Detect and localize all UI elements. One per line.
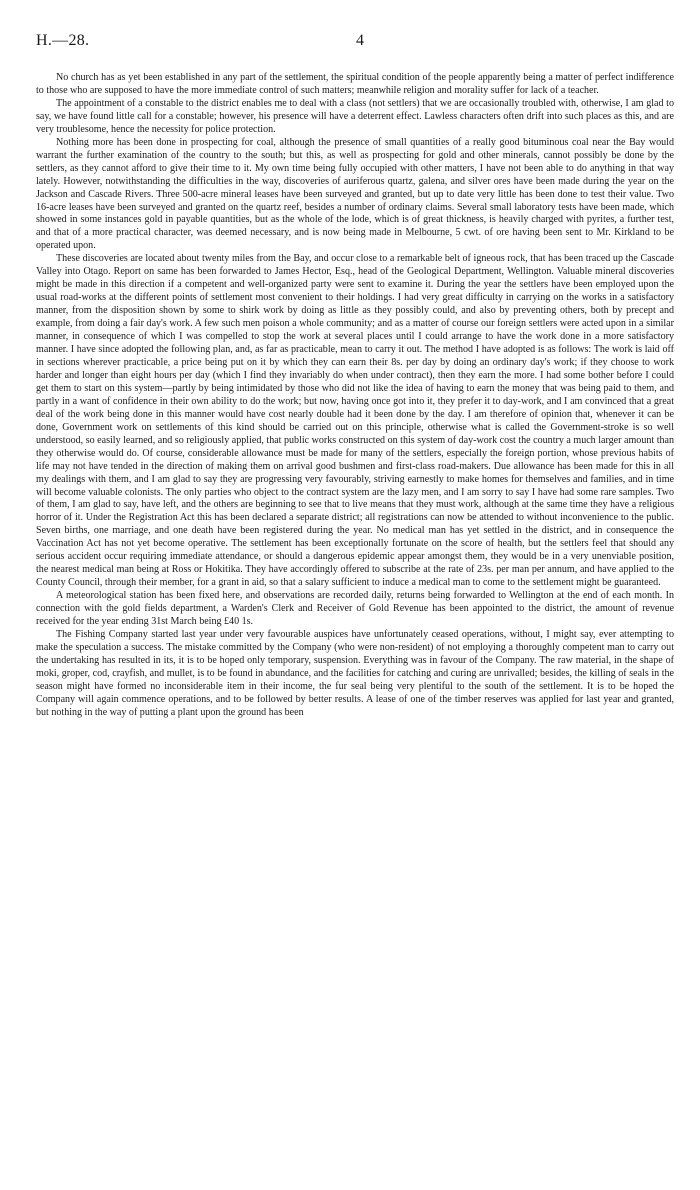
paragraph-discoveries-roadworks: These discoveries are located about twenty miles from the Bay, and occur close to a remarkable belt of igneous rock, that has been traced up the Cascade Valley into Otago. Report on same has been forwarded to James Hector, Esq., head of the Geological Department, Wellington. Valuable mineral discoveries might be made in this direction if a competent and well-organized party were sent to examine it. During the year the settlers have been employed upon the usual road-works at the different points of settlement most convenient to their holdings. I had very great difficulty in carrying on the works in a satisfactory manner, from the disposition shown by some to shirk work by doing as little as they possibly could, and also by preventing others, both by precept and example, from doing a fair day's work. A few such men poison a whole community; and as a matter of course our foreign settlers were acted upon in a similar manner, in consequence of which I was compelled to stop the work at several places until I could arrange to have the work done in a more satisfactory manner. I have since adopted the following plan, and, as far as practicable, mean to carry it out. The method I have adopted is as follows: The work is laid off in sections wherever practicable, a price being put on it by which they can earn their 8s. per day by doing an ordinary day's work; if they choose to work harder and longer than eight hours per day (which I find they invariably do when under contract), then they earn the more. I had some bother before I could get them to start on this system—partly by being intimidated by those who did not like the idea of having to earn the money that was being paid to them, and partly in a want of confidence in their own ability to do the work; but now, having once got into it, they prefer it to day-work, and I am convinced that a great deal of the work being done in this manner would have cost nearly double had it been done by the day. I am therefore of opinion that, whenever it can be done, Government work on settlements of this kind should be carried out on this principle, otherwise what is called the Government-stroke is so well understood, so easily learned, and so religiously applied, that public works constructed on this system of day-work cost the country a much larger amount than they otherwise would do. Of course, considerable allowance must be made for many of the settlers, especially the foreign portion, whose previous habits of life may not have tended in the direction of making them on arrival good bushmen and first-class road-makers. Due allowance has been made for this in all my dealings with them, and I am glad to say they are progressing very favourably, striving earnestly to make homes for themselves and families, and in time will become valuable colonists. The only parties who object to the contract system are the lazy men, and I am sorry to say I have had some rare samples. Two of them, I am glad to say, have left, and the others are beginning to see that to live means that they must work, although at the same time they have a religious horror of it. Under the Registration Act this has been declared a separate district; all registrations can now be attended to without inconvenience to the public. Seven births, one marriage, and one death have been registered during the year. No medical man has yet settled in the district, and in consequence the Vaccination Act has not yet become operative. The settlement has been exceptionally fortunate on the score of health, but the settlers feel that should any serious accident occur requiring immediate attendance, or should a dangerous epidemic appear amongst them, they would be in a very unenviable position, the nearest medical man being at Ross or Hokitika. They have accordingly offered to subscribe at the rate of 23s. per man per annum, and have applied to the County Council, through their member, for a grant in aid, so that a salary sufficient to induce a medical man to come to the settlement might be guaranteed. [36,253,674,589]
paragraph-fishing-company: The Fishing Company started last year under very favourable auspices have unfortunately ceased operations, without, I might say, ever attempting to make the speculation a success. The mistake committed by the Company (who were non-resident) of not employing a thoroughly competent man to carry out the undertaking has resulted in its, it is to be hoped only temporary, suspension. Everything was in favour of the Company. The raw material, in the shape of moki, groper, cod, crayfish, and mullet, is to be found in abundance, and the facilities for catching and curing are unrivalled; besides, the killing of seals in the season might have formed no inconsiderable item in their income, the fur seal being very plentiful to the south of the settlement. It is to be hoped the Company will again commence operations, and to be followed by better results. A lease of one of the timber reserves was applied for last year and granted, but nothing in the way of putting a plant upon the ground has been [36,628,674,718]
report-body [36,72,674,720]
page-header [36,32,672,58]
paragraph-meteorological: A meteorological station has been fixed here, and observations are recorded daily, returns being forwarded to Wellington at the end of each month. In connection with the gold fields department, a Warden's Clerk and Receiver of Gold Revenue has been appointed to the district, the amount of revenue received for the year ending 31st March being £40 1s. [36,590,674,628]
page-number: 4 [356,32,364,49]
document-reference: H.—28. [36,32,90,49]
paragraph-constable: The appointment of a constable to the district enables me to deal with a class (not settlers) that we are occasionally troubled with, otherwise, I am glad to say, we have found little call for a constable; however, his presence will have a deterrent effect. Lawless characters often drift into such places as this, and are very troublesome, hence the necessity for police protection. [36,97,674,135]
paragraph-prospecting: Nothing more has been done in prospecting for coal, although the presence of small quantities of a really good bituminous coal near the Bay would warrant the further examination of the country to the south; but this, as well as prospecting for gold and other minerals, cannot possibly be done by the settlers, as they cannot afford to give their time to it. My own time being fully occupied with other matters, I have not been able to do anything in that way lately. However, notwithstanding the difficulties in the way, discoveries of auriferous quartz, galena, and silver ores have been made during the year on the Jackson and Cascade Rivers. Three 500-acre mineral leases have been surveyed and granted, but up to date very little has been done to test their value. Two 16-acre leases have been surveyed and granted on the quartz reef, besides a number of ordinary claims. Several small laboratory tests have been made, which showed in some instances gold in payable quantities, but as the whole of the lode, which is of great thickness, is heavily charged with pyrites, a further test, and that of a more practical character, was deemed necessary, and is now being made in Melbourne, 5 cwt. of ore having been sent to Mr. Kirkland to be operated upon. [36,136,674,252]
paragraph-church: No church has as yet been established in any part of the settlement, the spiritual condition of the people apparently being a matter of perfect indifference to those who are supposed to have the more immediate control of such matters; meanwhile religion and morality suffer for lack of a teacher. [36,72,674,96]
